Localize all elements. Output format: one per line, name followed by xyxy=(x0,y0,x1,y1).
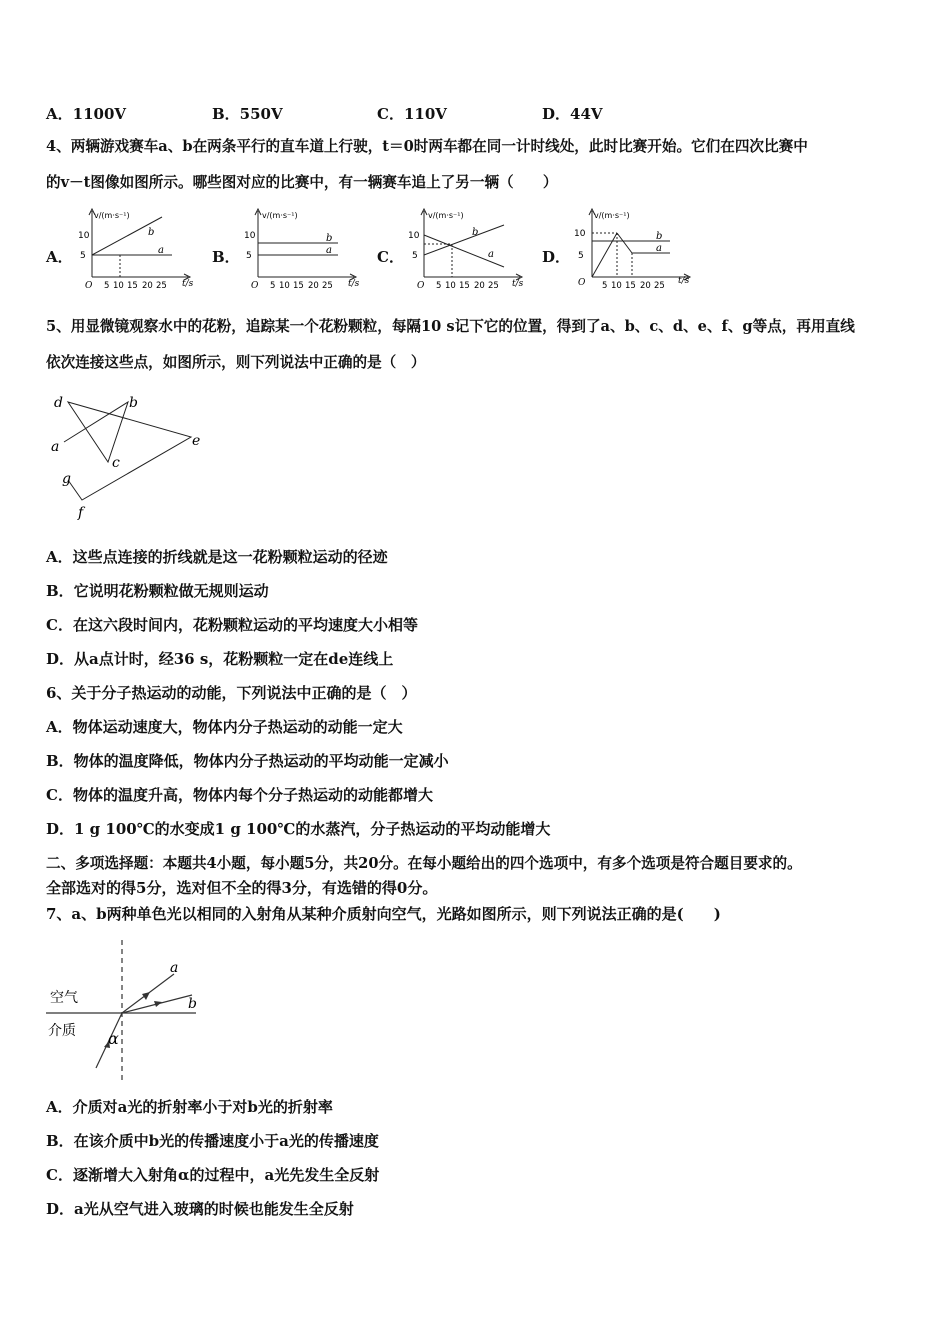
graph-b-origin: O xyxy=(251,281,259,291)
graph-d-ytick-10: 10 xyxy=(574,229,586,239)
q5-stem-line2: 依次连接这些点，如图所示，则下列说法中正确的是（ ） xyxy=(46,354,426,371)
q6-stem: 6、关于分子热运动的动能，下列说法中正确的是（ ） xyxy=(46,684,417,702)
q7-option-d[interactable]: D．a光从空气进入玻璃的时候也能发生全反射 xyxy=(46,1200,354,1218)
graph-d-xtick: 25 xyxy=(654,281,665,291)
point-e-label: e xyxy=(192,433,201,449)
q7-stem: 7、a、b两种单色光以相同的入射角从某种介质射向空气，光路如图所示，则下列说法正确的是( ) xyxy=(46,905,721,923)
graph-a-series-a: a xyxy=(158,245,164,256)
point-d-label: d xyxy=(54,395,63,411)
graph-a-xlabel: t/s xyxy=(182,279,194,289)
point-b-label: b xyxy=(129,395,138,411)
q6-option-b[interactable]: B．物体的温度降低，物体内分子热运动的平均动能一定减小 xyxy=(46,752,449,770)
q4-option-a-label[interactable]: A． xyxy=(46,248,73,266)
graph-b-xtick: 5 xyxy=(270,281,276,291)
q6-option-c[interactable]: C．物体的温度升高，物体内每个分子热运动的动能都增大 xyxy=(46,786,433,804)
ray-a-label: a xyxy=(170,960,179,976)
point-c-label: c xyxy=(112,455,120,471)
graph-a-xtick: 25 xyxy=(156,281,167,291)
q4-stem-line1: 4、两辆游戏赛车a、b在两条平行的直车道上行驶，t＝0时两车都在同一计时线处，此时比赛开始。它们在四次比赛中 xyxy=(46,138,808,155)
graph-c-ytick-5: 5 xyxy=(412,251,418,261)
graph-b-ylabel: v/(m·s⁻¹) xyxy=(262,211,298,220)
q3-option-b[interactable]: B．550V xyxy=(212,105,283,123)
graph-a-ytick-10: 10 xyxy=(78,231,90,241)
incident-angle-label: α xyxy=(108,1029,119,1048)
graph-d-xtick: 20 xyxy=(640,281,651,291)
graph-c-series-a: a xyxy=(488,249,494,260)
point-g-label: g xyxy=(62,471,71,487)
q4-option-b-label[interactable]: B． xyxy=(212,248,240,266)
q6-option-a[interactable]: A．物体运动速度大，物体内分子热运动的动能一定大 xyxy=(46,718,403,736)
graph-c-xtick: 25 xyxy=(488,281,499,291)
graph-a-origin: O xyxy=(85,281,93,291)
q4-graph-a xyxy=(70,205,205,293)
graph-b-xtick: 20 xyxy=(308,281,319,291)
graph-a-xtick: 5 xyxy=(104,281,110,291)
q5-option-b[interactable]: B．它说明花粉颗粒做无规则运动 xyxy=(46,582,269,600)
graph-b-ytick-5: 5 xyxy=(246,251,252,261)
q3-option-c[interactable]: C．110V xyxy=(377,105,447,123)
graph-a-ytick-5: 5 xyxy=(80,251,86,261)
graph-a-series-b: b xyxy=(148,227,155,238)
graph-d-origin: O xyxy=(578,278,586,288)
graph-a-xtick: 20 xyxy=(142,281,153,291)
q7-option-a[interactable]: A．介质对a光的折射率小于对b光的折射率 xyxy=(46,1098,333,1116)
graph-d-series-b: b xyxy=(656,231,663,242)
graph-d-xtick: 10 xyxy=(611,281,622,291)
graph-d-series-a: a xyxy=(656,243,662,254)
q6-option-d[interactable]: D．1 g 100℃的水变成1 g 100℃的水蒸汽，分子热运动的平均动能增大 xyxy=(46,820,551,838)
graph-c-xtick: 15 xyxy=(459,281,470,291)
graph-c-origin: O xyxy=(417,281,425,291)
q7-option-b[interactable]: B．在该介质中b光的传播速度小于a光的传播速度 xyxy=(46,1132,379,1150)
graph-d-ylabel: v/(m·s⁻¹) xyxy=(594,211,630,220)
graph-a-ylabel: v/(m·s⁻¹) xyxy=(94,211,130,220)
graph-a-xtick: 10 xyxy=(113,281,124,291)
q4-graph-c xyxy=(402,205,537,293)
graph-c-xtick: 20 xyxy=(474,281,485,291)
graph-c-series-b: b xyxy=(472,227,479,238)
q5-pollen-path-figure xyxy=(46,390,216,525)
point-f-label: f xyxy=(78,505,84,521)
graph-b-xtick: 10 xyxy=(279,281,290,291)
q4-option-c-label[interactable]: C． xyxy=(377,248,404,266)
section2-heading-line2: 全部选对的得5分，选对但不全的得3分，有选错的得0分。 xyxy=(46,879,438,897)
graph-d-xlabel: t/s xyxy=(678,276,690,286)
graph-c-ytick-10: 10 xyxy=(408,231,420,241)
graph-c-ylabel: v/(m·s⁻¹) xyxy=(428,211,464,220)
graph-c-xtick: 5 xyxy=(436,281,442,291)
q4-stem-line2: 的v－t图像如图所示。哪些图对应的比赛中，有一辆赛车追上了另一辆（ ） xyxy=(46,174,558,191)
graph-b-series-a: a xyxy=(326,245,332,256)
ray-b-label: b xyxy=(188,996,197,1012)
medium-label: 介质 xyxy=(48,1023,76,1039)
q4-graph-d xyxy=(570,205,705,293)
q7-refraction-figure xyxy=(46,940,216,1080)
graph-d-ytick-5: 5 xyxy=(578,251,584,261)
graph-c-xtick: 10 xyxy=(445,281,456,291)
graph-c-xlabel: t/s xyxy=(512,279,524,289)
graph-b-xtick: 25 xyxy=(322,281,333,291)
graph-d-xtick: 5 xyxy=(602,281,608,291)
q5-option-c[interactable]: C．在这六段时间内，花粉颗粒运动的平均速度大小相等 xyxy=(46,616,418,634)
point-a-label: a xyxy=(51,439,60,455)
q4-graph-b xyxy=(236,205,371,293)
graph-b-xlabel: t/s xyxy=(348,279,360,289)
graph-b-xtick: 15 xyxy=(293,281,304,291)
q3-option-d[interactable]: D．44V xyxy=(542,105,603,123)
q4-option-d-label[interactable]: D． xyxy=(542,248,571,266)
graph-d-xtick: 15 xyxy=(625,281,636,291)
q5-option-d[interactable]: D．从a点计时，经36 s，花粉颗粒一定在de连线上 xyxy=(46,650,394,668)
graph-a-xtick: 15 xyxy=(127,281,138,291)
q7-option-c[interactable]: C．逐渐增大入射角α的过程中，a光先发生全反射 xyxy=(46,1166,380,1184)
q5-option-a[interactable]: A．这些点连接的折线就是这一花粉颗粒运动的径迹 xyxy=(46,548,388,566)
section2-heading-line1: 二、多项选择题：本题共4小题，每小题5分，共20分。在每小题给出的四个选项中，有多个选项是符合题目要求的。 xyxy=(46,855,802,872)
graph-b-ytick-10: 10 xyxy=(244,231,256,241)
q5-stem-line1: 5、用显微镜观察水中的花粉，追踪某一个花粉颗粒，每隔10 s记下它的位置，得到了a、b、c、d、e、f、g等点，再用直线 xyxy=(46,318,855,335)
graph-b-series-b: b xyxy=(326,233,333,244)
q3-option-a[interactable]: A．1100V xyxy=(46,105,127,123)
air-label: 空气 xyxy=(50,990,78,1006)
